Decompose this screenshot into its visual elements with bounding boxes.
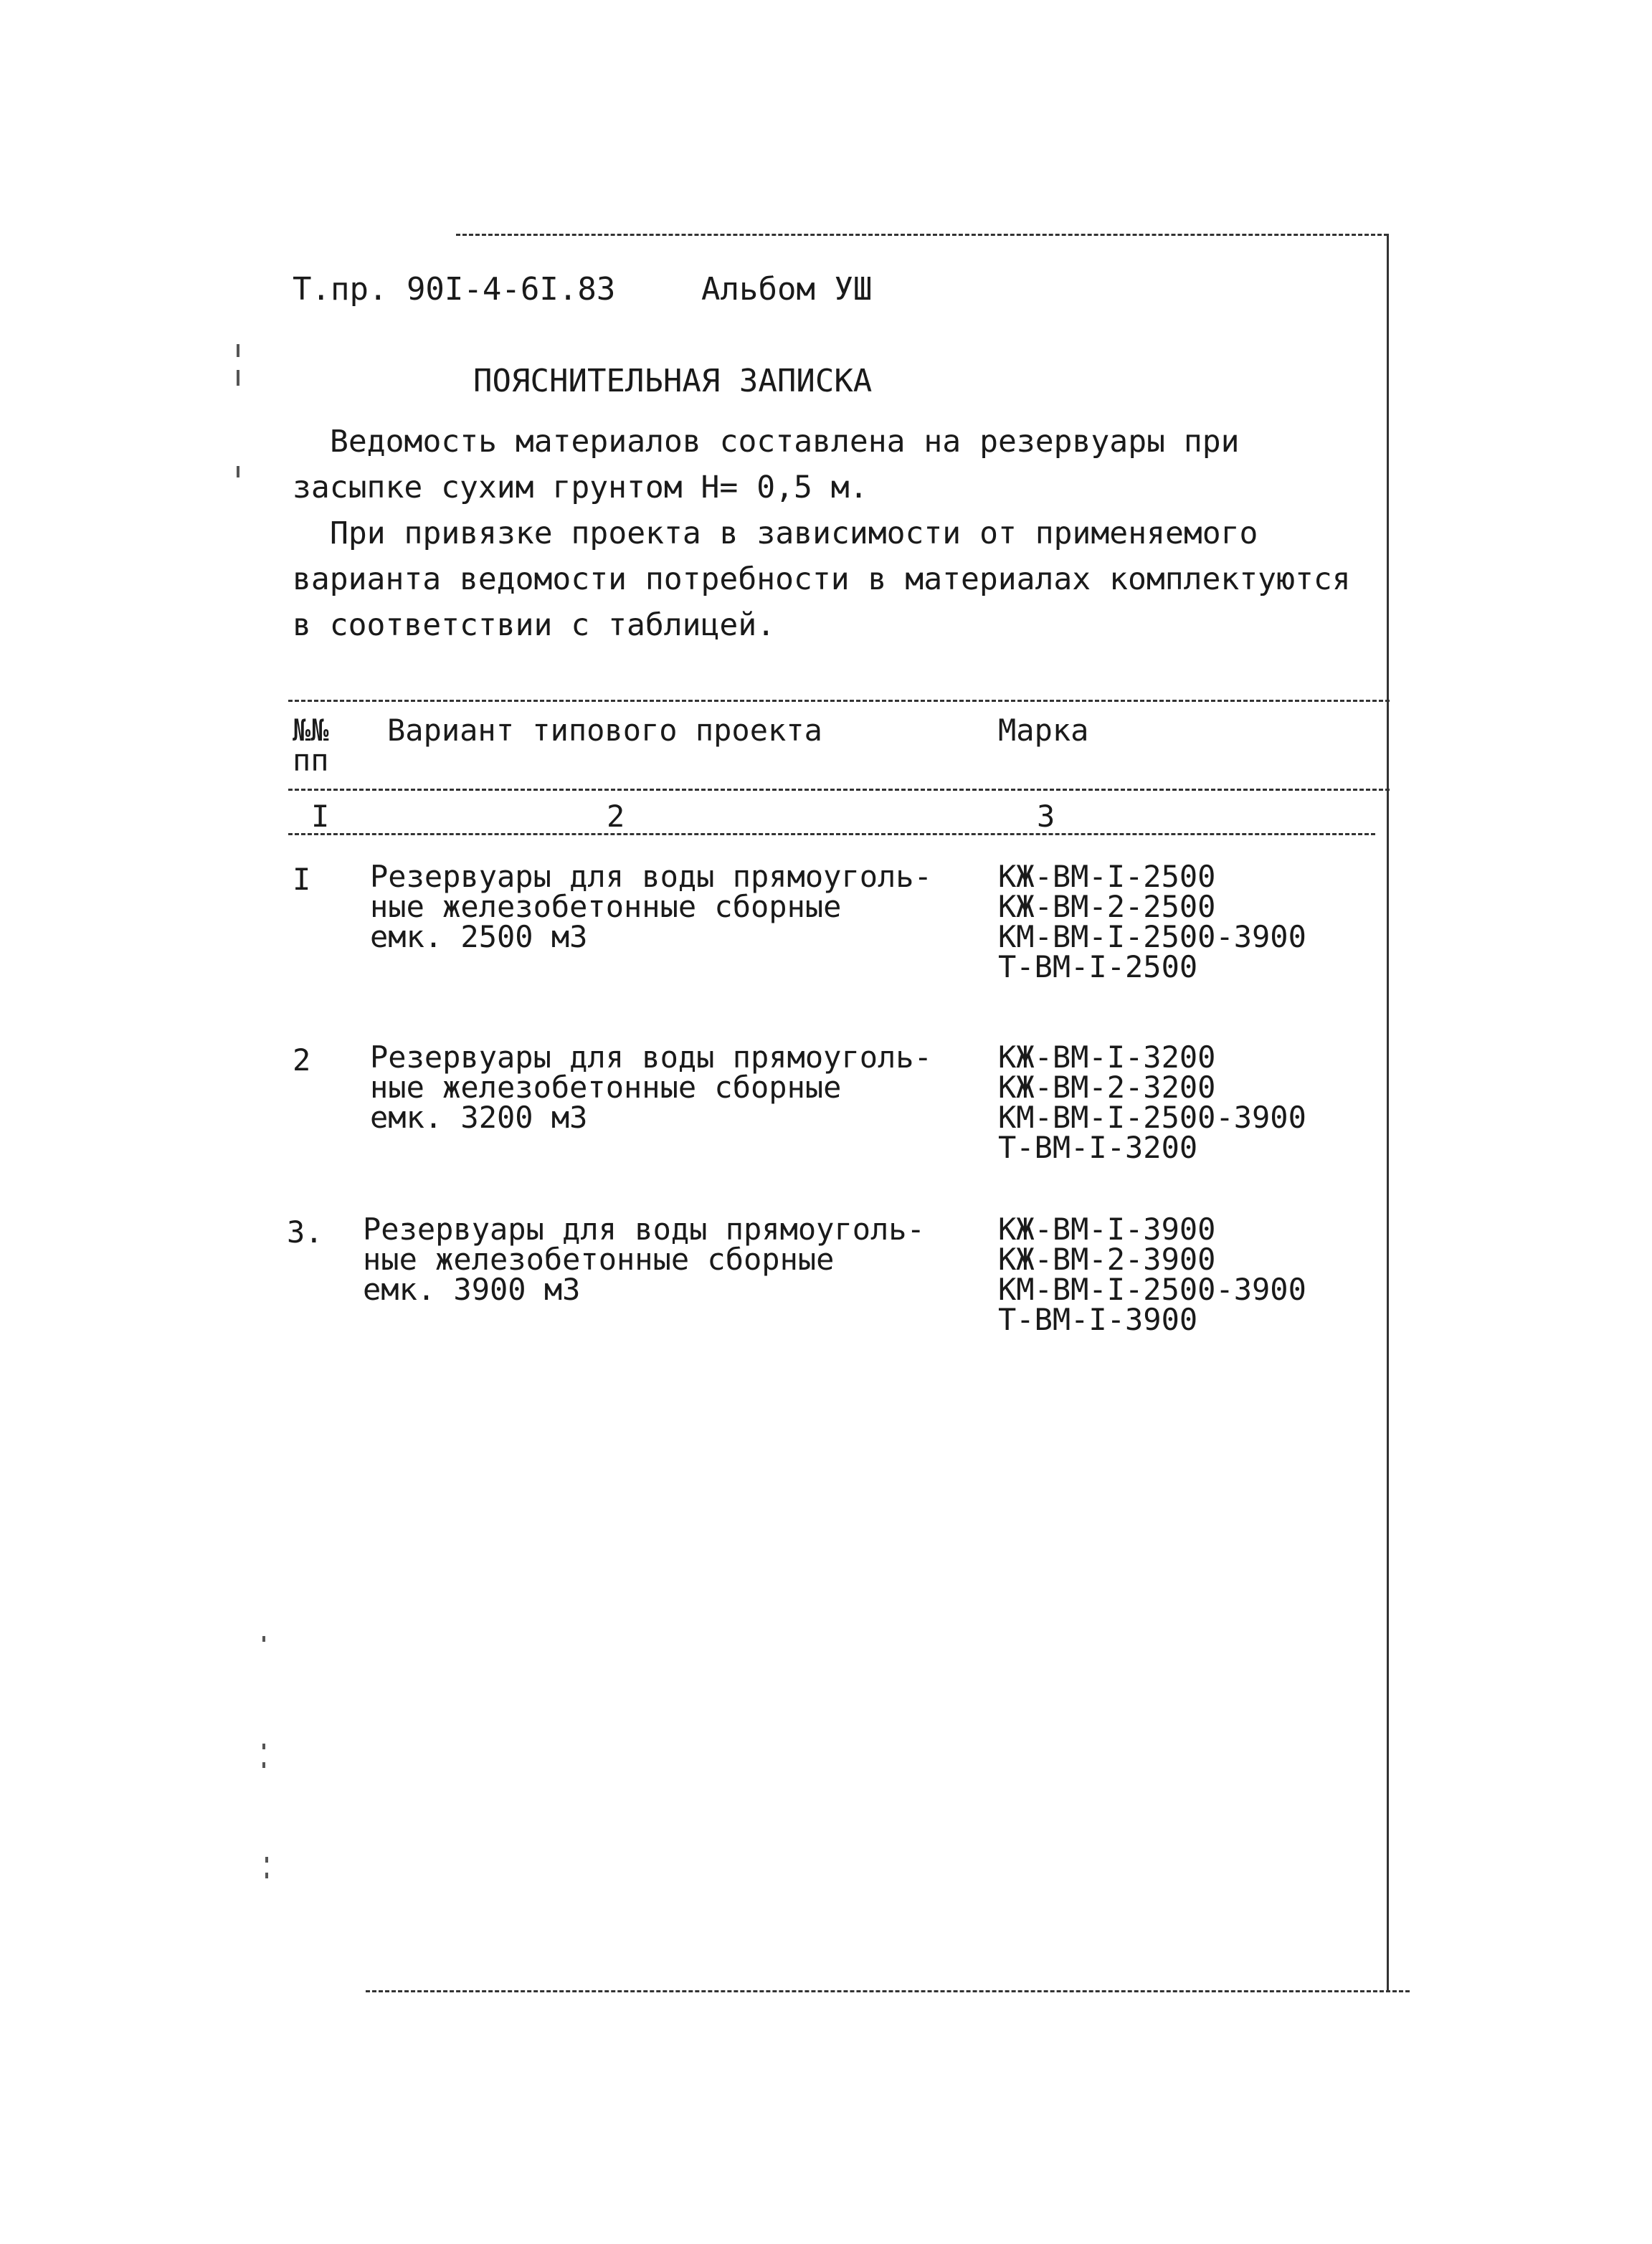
mark-code: КМ-ВМ-I-2500-3900 bbox=[998, 1272, 1306, 1307]
paragraph-1 bbox=[293, 419, 1240, 510]
row-number: I bbox=[293, 862, 311, 897]
column-number-2: 2 bbox=[607, 799, 625, 834]
column-number-1: I bbox=[311, 799, 330, 834]
mark-code: КЖ-ВМ-2-2500 bbox=[998, 889, 1216, 924]
description-line: емк. 3900 м3 bbox=[363, 1272, 581, 1307]
frame-right-line bbox=[1387, 234, 1389, 1990]
column-number-3: 3 bbox=[1037, 799, 1055, 834]
header-num-line1: №№ bbox=[293, 713, 329, 748]
row-number: 2 bbox=[293, 1042, 311, 1078]
row-description bbox=[363, 1214, 925, 1305]
paragraph-line: При привязке проекта в зависимости от применяемого bbox=[330, 515, 1258, 551]
mark-code: КЖ-ВМ-I-3900 bbox=[998, 1212, 1216, 1247]
document-number: Т.пр. 90I-4-6I.83 bbox=[293, 271, 616, 308]
row-description bbox=[370, 1042, 932, 1133]
mark-code: Т-ВМ-I-2500 bbox=[998, 949, 1198, 984]
description-line: Резервуары для воды прямоуголь- bbox=[370, 1040, 932, 1075]
paragraph-line: засыпке сухим грунтом Н= 0,5 м. bbox=[293, 470, 868, 505]
paragraph-line: варианта ведомости потребности в материалах комплектуются bbox=[293, 561, 1351, 597]
document-header bbox=[293, 271, 873, 308]
paragraph-line: Ведомость материалов составлена на резервуары при bbox=[330, 424, 1240, 460]
header-variant: Вариант типового проекта bbox=[387, 713, 822, 748]
row-marks bbox=[998, 1214, 1306, 1335]
mark-code: КЖ-ВМ-2-3200 bbox=[998, 1070, 1216, 1105]
description-line: ные железобетонные сборные bbox=[370, 1070, 842, 1105]
album-label: Альбом УШ bbox=[701, 271, 873, 308]
row-number: 3. bbox=[287, 1214, 323, 1250]
frame-bottom-line bbox=[366, 1990, 1410, 1992]
paragraph-line: в соответствии с таблицей. bbox=[293, 607, 776, 643]
margin-tick bbox=[237, 466, 239, 477]
header-num-line2: пп bbox=[293, 743, 329, 778]
description-line: ные железобетонные сборные bbox=[370, 889, 842, 924]
margin-tick bbox=[237, 344, 239, 357]
row-marks bbox=[998, 1042, 1306, 1163]
margin-tick bbox=[237, 370, 239, 386]
mark-code: КЖ-ВМ-I-2500 bbox=[998, 859, 1216, 894]
description-line: Резервуары для воды прямоуголь- bbox=[370, 859, 932, 894]
description-line: ные железобетонные сборные bbox=[363, 1242, 835, 1277]
margin-tick bbox=[262, 1636, 265, 1642]
description-line: Резервуары для воды прямоуголь- bbox=[363, 1212, 925, 1247]
margin-tick bbox=[262, 1744, 265, 1749]
mark-code: Т-ВМ-I-3200 bbox=[998, 1130, 1198, 1165]
table-colnum-rule bbox=[288, 833, 1375, 835]
row-description bbox=[370, 859, 932, 954]
mark-code: КЖ-ВМ-I-3200 bbox=[998, 1040, 1216, 1075]
margin-tick bbox=[265, 1857, 268, 1863]
description-line: емк. 2500 м3 bbox=[370, 919, 588, 954]
mark-code: КМ-ВМ-I-2500-3900 bbox=[998, 1100, 1306, 1135]
margin-tick bbox=[262, 1762, 265, 1768]
mark-code: КМ-ВМ-I-2500-3900 bbox=[998, 919, 1306, 954]
page-title: ПОЯСНИТЕЛЬНАЯ ЗАПИСКА bbox=[473, 363, 873, 399]
row-marks bbox=[998, 859, 1306, 984]
mark-code: КЖ-ВМ-2-3900 bbox=[998, 1242, 1216, 1277]
table-header-rule bbox=[288, 789, 1390, 791]
table-top-rule bbox=[288, 700, 1390, 702]
header-mark: Марка bbox=[998, 713, 1089, 748]
paragraph-2 bbox=[293, 510, 1351, 648]
description-line: емк. 3200 м3 bbox=[370, 1100, 588, 1135]
frame-top-line bbox=[456, 234, 1388, 236]
margin-tick bbox=[265, 1873, 268, 1878]
mark-code: Т-ВМ-I-3900 bbox=[998, 1302, 1198, 1337]
